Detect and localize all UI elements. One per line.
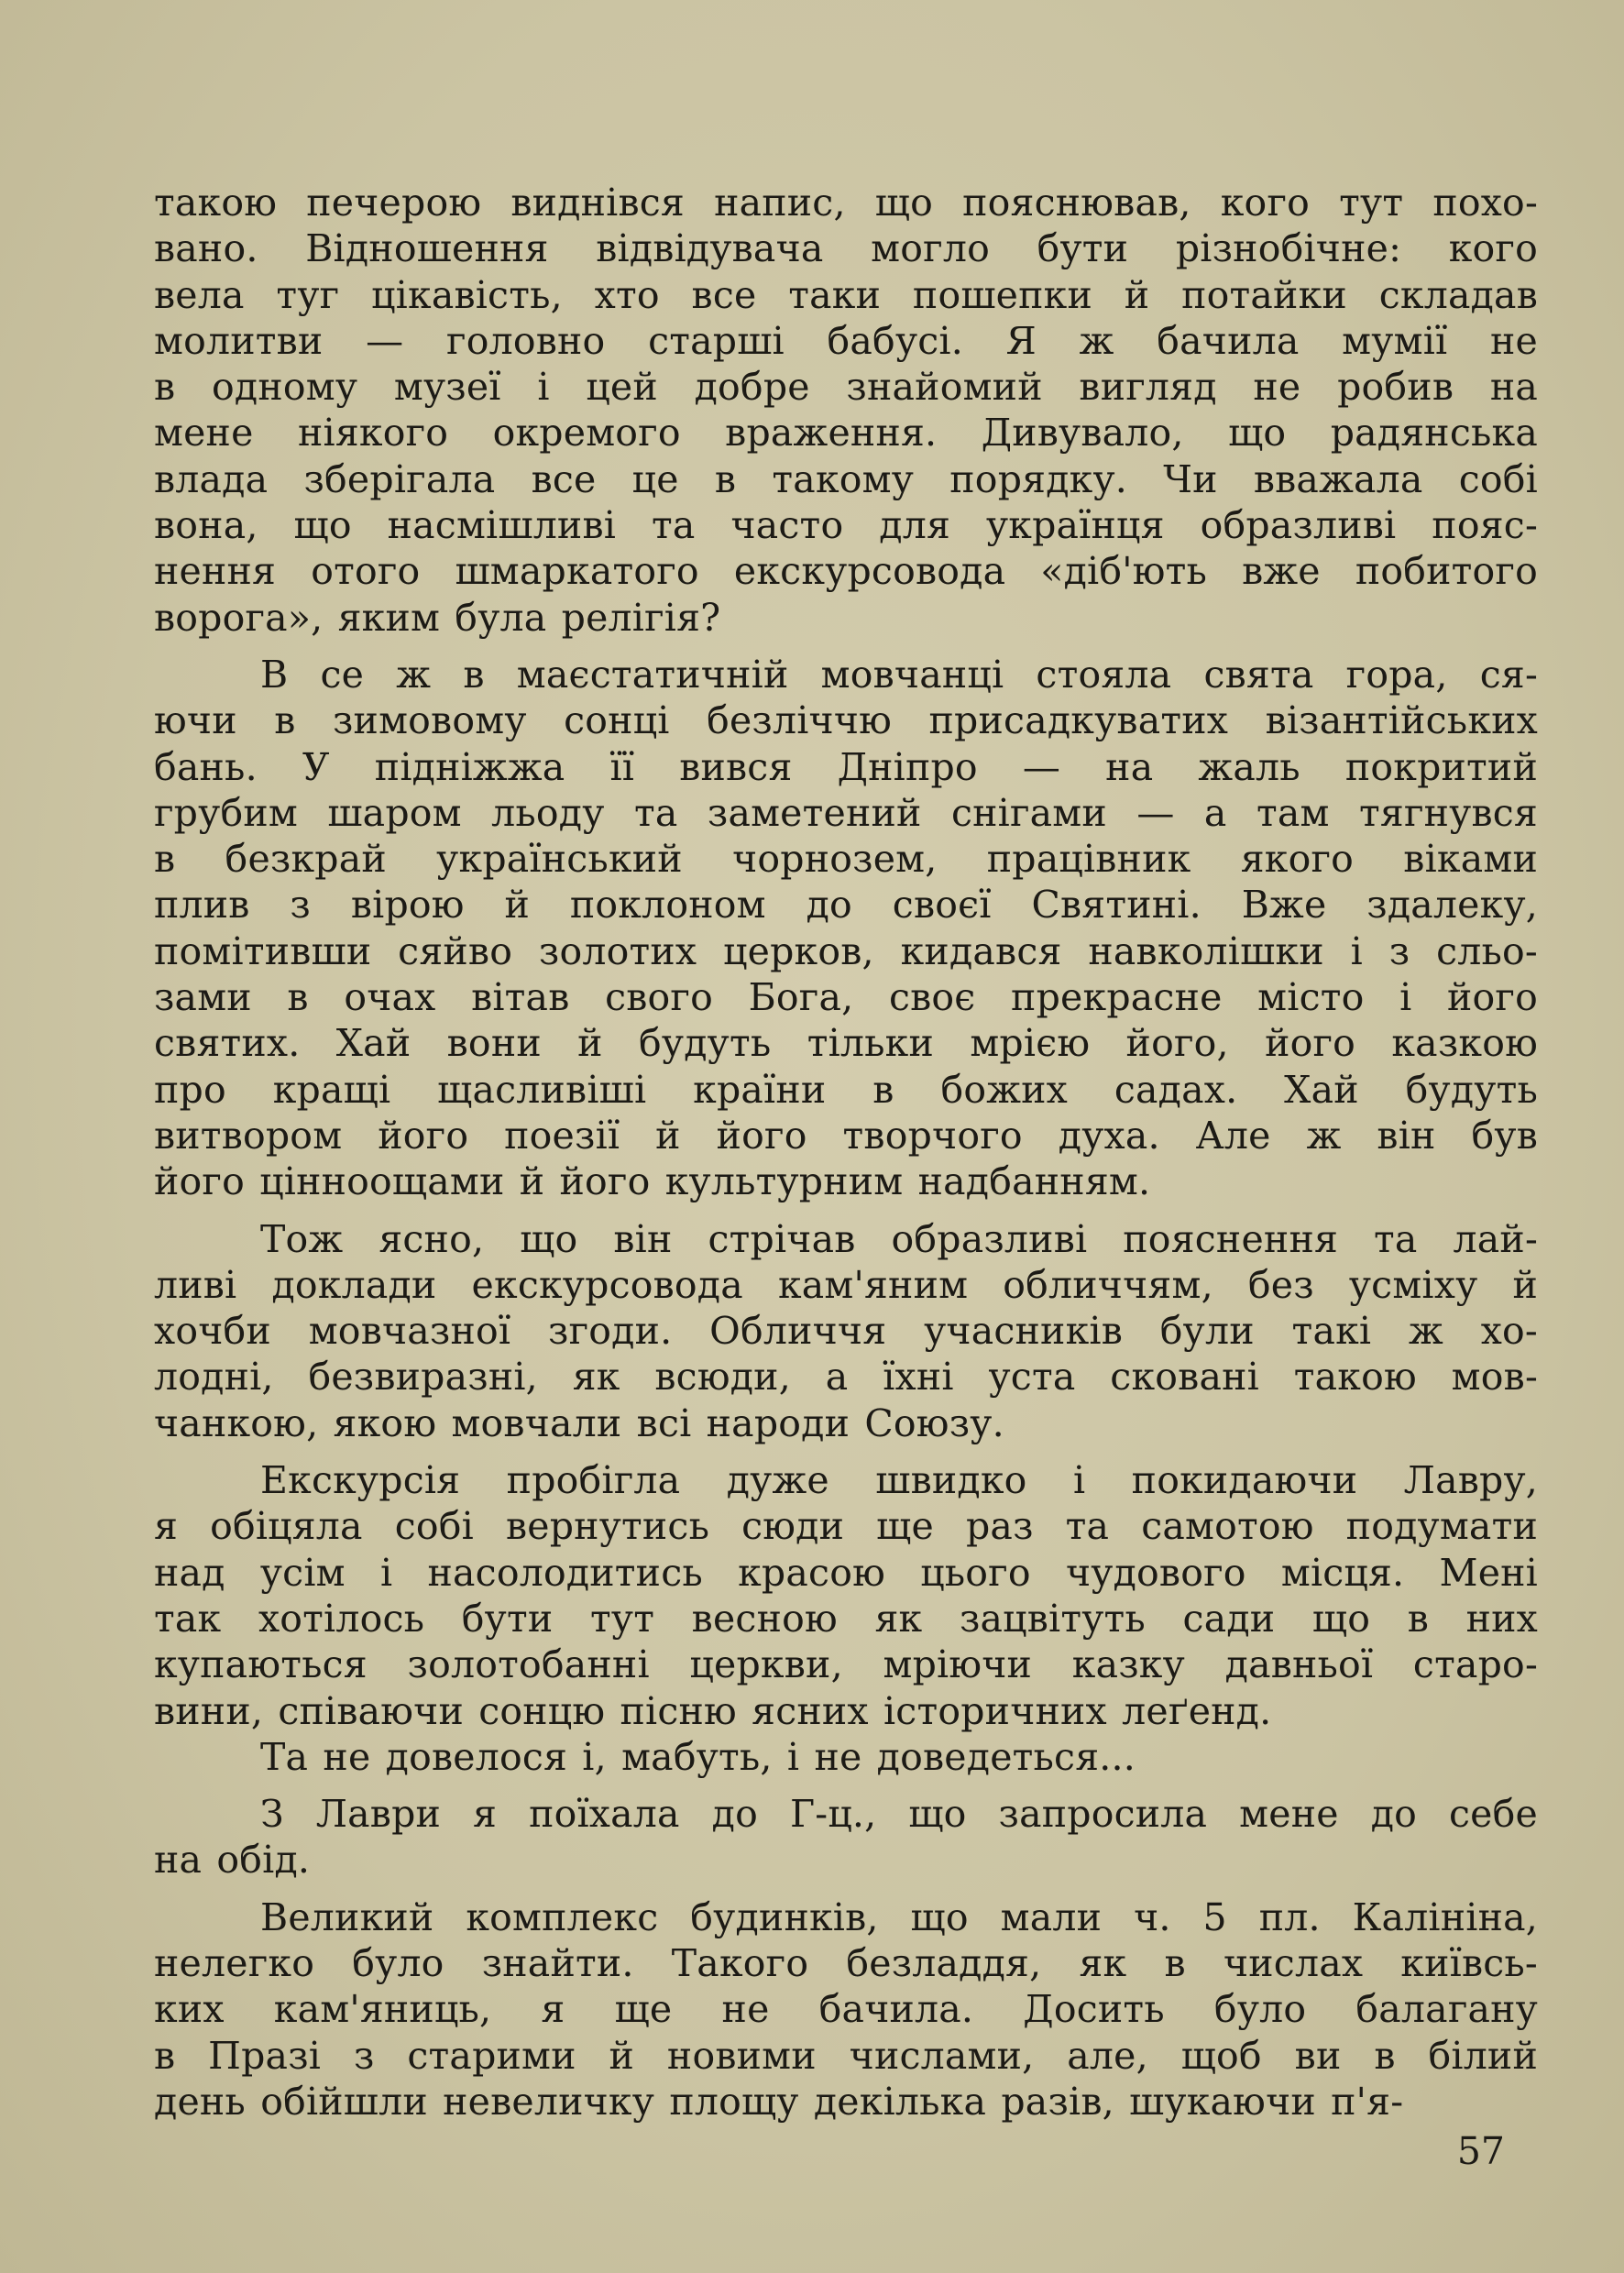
- text-line: про кращі щасливіші країни в божих садах. Хай будуть: [154, 1067, 1538, 1112]
- text-line: В се ж в маєстатичній мовчанці стояла свята гора, ся-: [260, 652, 1538, 697]
- text-line: такою печерою виднівся напис, що пояснював, кого тут похо-: [154, 181, 1538, 225]
- text-line: нення отого шмаркатого екскурсовода «діб'ють вже побитого: [154, 549, 1538, 594]
- text-line: вано. Відношення відвідувача могло бути різнобічне: кого: [154, 226, 1538, 271]
- text-line: Та не довелося і, мабуть, і не доведеться...: [260, 1734, 1136, 1779]
- body-text: [154, 180, 1538, 2125]
- text-line: в одному музеї і цей добре знайомий вигляд не робив на: [154, 365, 1538, 410]
- text-line: так хотілось бути тут весною як зацвітуть сади що в них: [154, 1596, 1538, 1641]
- text-line: ливі доклади екскурсовода кам'яним обличчям, без усміху й: [154, 1262, 1538, 1307]
- text-line: помітивши сяйво золотих церков, кидався навколішки і з сльо-: [154, 928, 1538, 973]
- text-line: влада зберігала все це в такому порядку. Чи вважала собі: [154, 456, 1538, 501]
- text-line: святих. Хай вони й будуть тільки мрією його, його казкою: [154, 1021, 1538, 1066]
- paragraph: [154, 1894, 1538, 2125]
- page-content: [154, 180, 1538, 2150]
- text-line: я обіцяла собі вернутись сюди ще раз та самотою подумати: [154, 1504, 1538, 1549]
- text-line: Тож ясно, що він стрічав образливі пояснення та лай-: [260, 1216, 1538, 1261]
- paragraph: [154, 1216, 1538, 1446]
- text-line: вона, що насмішливі та часто для українця образливі пояс-: [154, 503, 1538, 548]
- text-line: вини, співаючи сонцю пісню ясних історичних леґенд.: [154, 1688, 1272, 1733]
- text-line: бань. У підніжжа її вився Дніпро — на жаль покритий: [154, 744, 1538, 789]
- text-line: вела туг цікавість, хто все таки пошепки й потайки складав: [154, 272, 1538, 317]
- text-line: Екскурсія пробігла дуже швидко і покидаючи Лавру,: [260, 1458, 1538, 1503]
- text-line: ких кам'яниць, я ще не бачила. Досить було балагану: [154, 1987, 1538, 2032]
- text-line: на обід.: [154, 1838, 311, 1883]
- text-line: чанкою, якою мовчали всі народи Союзу.: [154, 1400, 1004, 1445]
- text-line: нелегко було знайти. Такого безладдя, як в числах київсь-: [154, 1940, 1538, 1985]
- paragraph: [154, 652, 1538, 1205]
- text-line: його цінноощами й його культурним надбанням.: [154, 1159, 1151, 1204]
- page-number: 57: [1456, 2129, 1505, 2173]
- paragraph: [154, 1791, 1538, 1883]
- text-line: ворога», яким була релігія?: [154, 595, 721, 640]
- text-line: мене ніякого окремого враження. Дивувало, що радянська: [154, 411, 1538, 456]
- text-line: хочби мовчазної згоди. Обличчя учасників були такі ж хо-: [154, 1309, 1538, 1354]
- text-line: молитви — головно старші бабусі. Я ж бачила мумії не: [154, 318, 1538, 363]
- text-line: ючи в зимовому сонці безліччю присадкуватих візантійських: [154, 698, 1538, 743]
- text-line: витвором його поезії й його творчого духа. Але ж він був: [154, 1113, 1538, 1158]
- text-line: над усім і насолодитись красою цього чудового місця. Мені: [154, 1550, 1538, 1595]
- text-line: в безкрай український чорнозем, працівник якого віками: [154, 837, 1538, 882]
- text-line: зами в очах вітав свого Бога, своє прекрасне місто і його: [154, 975, 1538, 1020]
- text-line: З Лаври я поїхала до Г-ц., що запросила мене до себе: [260, 1792, 1538, 1837]
- text-line: купаються золотобанні церкви, мріючи казку давньої старо-: [154, 1642, 1538, 1687]
- text-line: в Празі з старими й новими числами, але, щоб ви в білий: [154, 2033, 1538, 2078]
- paragraph: [154, 180, 1538, 641]
- paragraph: [154, 1734, 1538, 1780]
- text-line: день обійшли невеличку площу декілька разів, шукаючи п'я-: [154, 2079, 1404, 2124]
- text-line: Великий комплекс будинків, що мали ч. 5 пл. Калініна,: [260, 1894, 1538, 1939]
- text-line: грубим шаром льоду та заметений снігами — а там тягнувся: [154, 790, 1538, 835]
- paragraph: [154, 1457, 1538, 1734]
- text-line: лодні, безвиразні, як всюди, а їхні уста сковані такою мов-: [154, 1355, 1538, 1400]
- text-line: плив з вірою й поклоном до своєї Святині. Вже здалеку,: [154, 883, 1538, 928]
